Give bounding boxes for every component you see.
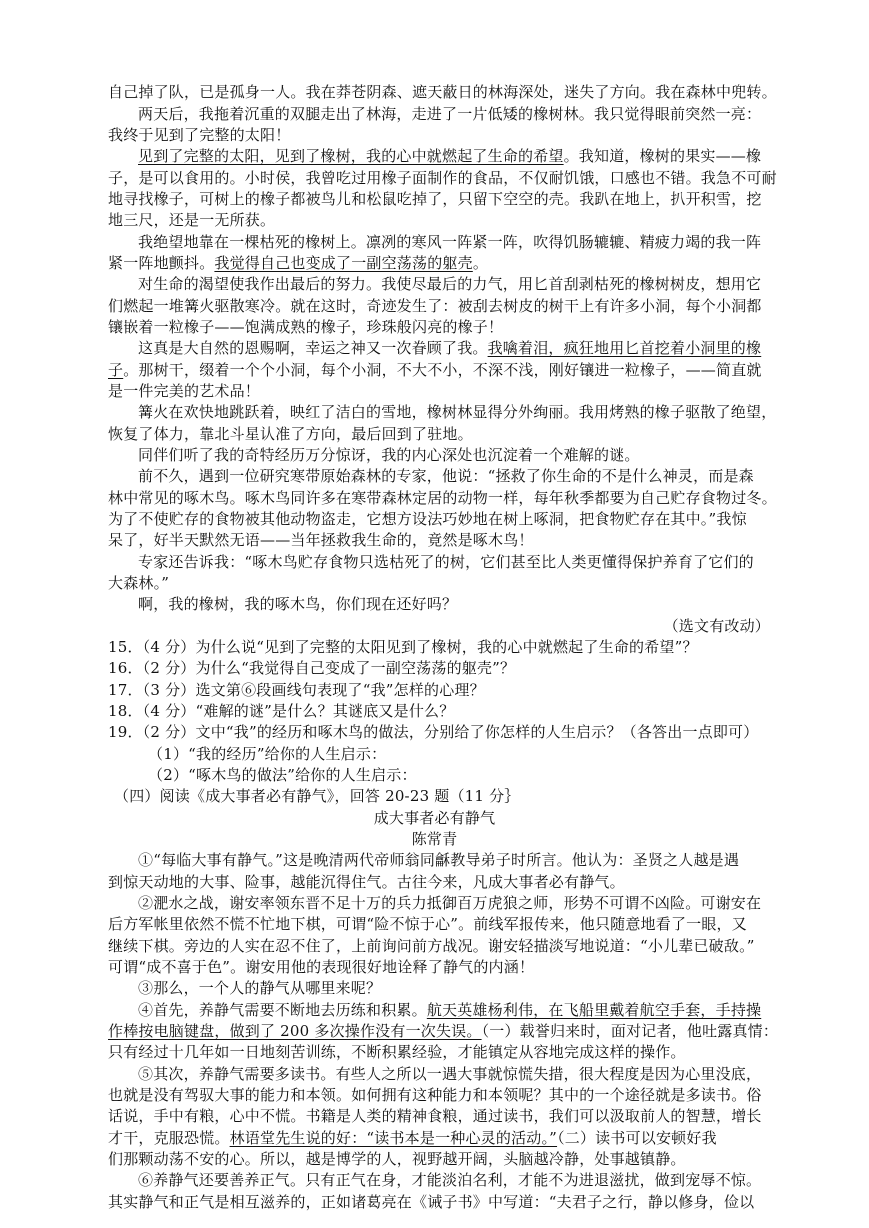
story-line: 两天后，我拖着沉重的双腿走出了林海，走进了一片低矮的橡树林。我只觉得眼前突然一亮：	[138, 105, 762, 123]
essay-line	[138, 1000, 798, 1020]
essay-line: 只有经过十几年如一日地刻苦训练，不断积累经验，才能镇定从容地完成这样的操作。	[108, 1043, 686, 1061]
essay-line: 继续下棋。旁边的人实在忍不住了，上前询问前方战况。谢安轻描淡写地说道：“小儿辈已破敌。”	[108, 937, 755, 955]
story-line: 篝火在欢快地跳跃着，映红了洁白的雪地，橡树林显得分外绚丽。我用烤熟的橡子驱散了绝望，	[138, 403, 777, 421]
essay-text: （一）载誉归来时，面对记者，他吐露真情：	[481, 1022, 779, 1040]
question-19-part-2: （2）“啄木鸟的做法”给你的人生启示：	[148, 766, 417, 784]
essay-line: 们那颗动荡不安的心。所以，越是博学的人，视野越开阔，头脑越冷静，处事越镇静。	[108, 1150, 686, 1168]
essay-line: ②淝水之战，谢安率领东晋不足十万的兵力抵御百万虎狼之师，形势不可谓不凶险。可谢安在	[138, 894, 762, 912]
story-line	[108, 253, 768, 273]
story-line: 呆了，好半天默然无语——当年拯救我生命的，竟然是啄木鸟！	[108, 531, 534, 549]
underlined-sentence: 子	[108, 361, 124, 379]
story-line: 大森林。”	[108, 574, 170, 592]
essay-line: 后方军帐里依然不慌不忙地下棋，可谓“险不惊于心”。前线军报传来，他只随意地看了一眼，又	[108, 915, 747, 933]
story-text: 这真是大自然的恩赐啊，幸运之神又一次眷顾了我。	[138, 339, 488, 357]
question-17: 17．（3 分）选文第⑥段画线句表现了“我”怎样的心理？	[108, 681, 485, 699]
story-line: 我终于见到了完整的太阳！	[108, 126, 291, 144]
story-line: 啊，我的橡树，我的啄木鸟，你们现在还好吗？	[138, 595, 458, 613]
essay-line: ⑤其次，养静气需要多读书。有些人之所以一遇大事就惊慌失措，很大程度是因为心里没底，	[138, 1065, 762, 1083]
story-text: 。	[472, 254, 489, 272]
story-line: 专家还告诉我：“啄木鸟贮存食物只选枯死了的树，它们甚至比人类更懂得保护养育了它们的	[138, 553, 754, 571]
story-line	[138, 146, 798, 166]
story-line: 是一件完美的艺术品！	[108, 382, 261, 400]
story-line: 地三尺，还是一无所获。	[108, 211, 276, 229]
story-line: 前不久，遇到一位研究寒带原始森林的专家，他说：“拯救了你生命的不是什么神灵，而是森	[138, 467, 754, 485]
section-heading: （四）阅读《成大事者必有静气》，回答 20-23 题（11 分｝	[114, 787, 520, 805]
essay-text: 才干，克服恐慌。	[108, 1129, 230, 1147]
essay-line: ③那么，一个人的静气从哪里来呢？	[138, 979, 382, 997]
essay-text: （二）读书可以安顿好我	[557, 1129, 717, 1147]
source-note: （选文有改动）	[663, 617, 770, 635]
story-line: 自己掉了队，已是孤身一人。我在莽苍阴森、遮天蔽日的林海深处，迷失了方向。我在森林中兜转。	[108, 83, 777, 101]
story-line	[108, 360, 768, 380]
underlined-sentence: 我噙着泪，疯狂地用匕首挖着小洞里的橡	[487, 339, 762, 357]
story-line: 我绝望地靠在一棵枯死的橡树上。凛冽的寒风一阵紧一阵，吹得饥肠辘辘、精疲力竭的我一阵	[138, 233, 762, 251]
essay-line: 也就是没有驾驭大事的能力和本领。如何拥有这种能力和本领呢？其中的一个途径就是多读书。俗	[108, 1086, 762, 1104]
essay-line: 话说，手中有粮，心中不慌。书籍是人类的精神食粮，通过读书，我们可以汲取前人的智慧，增长	[108, 1107, 762, 1125]
essay-line: 其实静气和正气是相互滋养的，正如诸葛亮在《诫子书》中写道：“夫君子之行，静以修身，俭以	[108, 1193, 755, 1211]
story-text: 紧一阵地颤抖。	[108, 254, 215, 272]
story-line: 林中常见的啄木鸟。啄木鸟同许多在寒带森林定居的动物一样，每年秋季都要为自己贮存食物过冬。	[108, 489, 777, 507]
question-16: 16．（2 分）为什么“我觉得自己变成了一副空荡荡的躯壳”？	[108, 659, 516, 677]
essay-line	[108, 1128, 768, 1148]
essay-author: 陈常青	[411, 830, 458, 848]
question-19-part-1: （1）“我的经历”给你的人生启示：	[148, 745, 387, 763]
story-line: 恢复了体力，靠北斗星认准了方向，最后回到了驻地。	[108, 425, 473, 443]
question-15: 15．（4 分）为什么说“见到了完整的太阳见到了橡树，我的心中就燃起了生命的希望”？	[108, 638, 698, 656]
story-line: 镶嵌着一粒橡子——饱满成熟的橡子，珍珠般闪亮的橡子！	[108, 318, 504, 336]
underlined-sentence: 作棒按电脑键盘，做到了 200 多次操作没有一次失误。	[108, 1022, 482, 1040]
story-line: 地寻找橡子，可树上的橡子都被鸟儿和松鼠吃掉了，只留下空空的壳。我趴在地上，扒开积雪，挖	[108, 190, 762, 208]
underlined-sentence: 航天英雄杨利伟，在飞船里戴着航空手套，手持操	[426, 1001, 762, 1019]
essay-line: ①“每临大事有静气。”这是晚清两代帝师翁同龢教导弟子时所言。他认为：圣贤之人越是遇	[138, 851, 740, 869]
story-line: 子，是可以食用的。小时侯，我曾吃过用橡子面制作的食品，不仅耐饥饿，口感也不错。我急不可耐	[108, 169, 777, 187]
story-text: 。那树干，缀着一个个小洞，每个小洞，不大不小，不深不浅，刚好镶进一粒橡子，——简直就	[123, 361, 762, 379]
underlined-sentence: 林语堂先生说的好：“读书本是一种心灵的活动。”	[229, 1129, 558, 1147]
essay-line: 可谓“成不喜于色”。谢安用他的表现很好地诠释了静气的内涵！	[108, 958, 535, 976]
question-18: 18．（4 分）“难解的谜”是什么？其谜底又是什么？	[108, 702, 455, 720]
story-line: 为了不使贮存的食物被其他动物盗走，它想方设法巧妙地在树上啄洞，把食物贮存在其中。”我惊	[108, 510, 747, 528]
essay-title: 成大事者必有静气	[373, 809, 496, 827]
story-line: 对生命的渴望使我作出最后的努力。我使尽最后的力气，用匕首刮剥枯死的橡树树皮，想用它	[138, 275, 762, 293]
essay-line: 到惊天动地的大事、险事，越能沉得住气。古往今来，凡成大事者必有静气。	[108, 873, 625, 891]
story-line: 们燃起一堆篝火驱散寒冷。就在这时，奇迹发生了：被刮去树皮的树干上有许多小洞，每个小洞都	[108, 297, 762, 315]
story-line	[138, 338, 798, 358]
underlined-sentence: 我觉得自己也变成了一副空荡荡的躯壳	[214, 254, 473, 272]
essay-line	[108, 1021, 779, 1041]
essay-line: ⑥养静气还要善养正气。只有正气在身，才能淡泊名利，才能不为进退滋扰，做到宠辱不惊。	[138, 1171, 762, 1189]
story-line: 同伴们听了我的奇特经历万分惊讶，我的内心深处也沉淀着一个难解的谜。	[138, 446, 640, 464]
essay-text: ④首先，养静气需要不断地去历练和积累。	[138, 1001, 427, 1019]
underlined-sentence: 见到了完整的太阳，见到了橡树，我的心中就燃起了生命的希望	[138, 147, 564, 165]
question-19: 19．（2 分）文中“我”的经历和啄木鸟的做法，分别给了你怎样的人生启示？（各答出一点即可）	[108, 723, 759, 741]
story-text: 。我知道，橡树的果实——橡	[563, 147, 762, 165]
